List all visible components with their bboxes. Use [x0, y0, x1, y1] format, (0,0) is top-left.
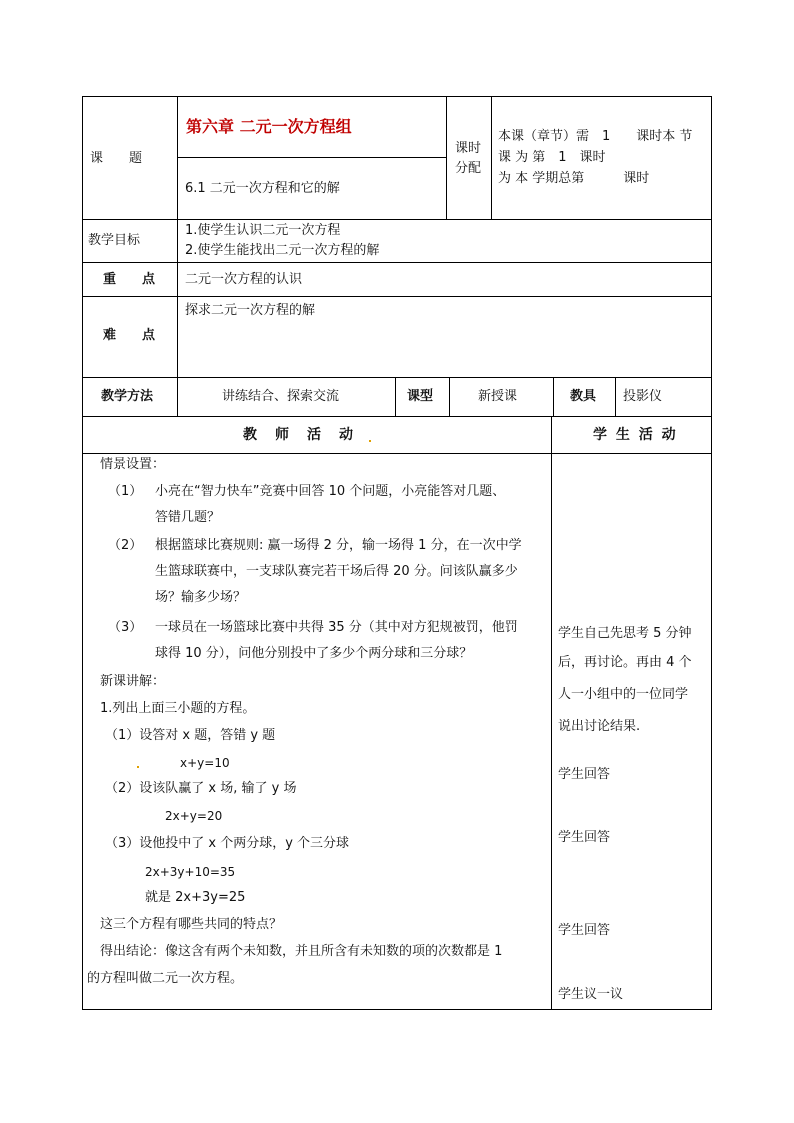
decorative-dot [137, 766, 139, 768]
question-text: 球得 10 分），问他分别投中了多少个两分球和三分球？ [155, 646, 473, 661]
conclusion-text: 的方程叫做二元一次方程。 [87, 971, 244, 986]
section-title: 6.1 二元一次方程和它的解 [185, 181, 340, 196]
activity-column-divider [551, 416, 552, 1010]
question-text: 答错几题？ [155, 510, 221, 525]
method-row-divider [395, 377, 396, 417]
question-text: 小亮在“智力快车”竞赛中回答 10 个问题，小亮能答对几题、 [155, 484, 506, 499]
key-point-label: 重 点 [103, 272, 156, 287]
assumption-text: （1）设答对 x 题，答错 y 题 [105, 728, 276, 743]
topic-label: 课 题 [90, 151, 143, 166]
method-row-divider [615, 377, 616, 417]
question-text: 根据篮球比赛规则: 赢一场得 2 分，输一场得 1 分，在一次中学 [155, 538, 522, 553]
student-activity-header: 学 生 活 动 [593, 427, 678, 443]
equation: x+y=10 [180, 756, 230, 770]
question-number: （2） [108, 538, 143, 553]
student-activity-text: 说出讨论结果. [558, 719, 641, 734]
student-activity-text: 学生回答 [558, 923, 611, 938]
student-activity-text: 学生回答 [558, 830, 611, 845]
method-row-divider [449, 377, 450, 417]
discussion-question: 这三个方程有哪些共同的特点？ [100, 917, 283, 932]
objectives-label: 教学目标 [88, 233, 141, 248]
table-border-right [711, 96, 712, 1010]
question-text: 一球员在一场篮球比赛中共得 35 分（其中对方犯规被罚，他罚 [155, 620, 518, 635]
teacher-activity-header: 教 师 活 动 [243, 427, 355, 443]
student-activity-text: 学生自己先思考 5 分钟 [558, 626, 692, 641]
table-border-bottom [82, 1009, 712, 1010]
period-label-2: 分配 [455, 161, 482, 176]
conclusion-text: 得出结论：像这含有两个未知数，并且所含有未知数的项的次数都是 1 [100, 944, 503, 959]
student-activity-text: 后，再讨论。再由 4 个 [558, 655, 692, 670]
student-activity-text: 学生回答 [558, 767, 611, 782]
question-number: （1） [108, 484, 143, 499]
title-divider [177, 157, 447, 158]
student-activity-text: 人一小组中的一位同学 [558, 687, 689, 702]
objective-item: 1.使学生认识二元一次方程 [185, 223, 341, 238]
question-text: 场？输多少场？ [155, 590, 247, 605]
teaching-tool-label: 教具 [570, 389, 597, 404]
equation: 就是 2x+3y=25 [145, 890, 246, 905]
question-number: （3） [108, 620, 143, 635]
chapter-title: 第六章 二元一次方程组 [186, 117, 352, 136]
lesson-step: 1.列出上面三小题的方程。 [100, 701, 256, 716]
student-activity-text: 学生议一议 [558, 987, 624, 1002]
period-info-line-1: 本课（章节）需 1 课时本 节 [498, 129, 693, 144]
period-info-line-3: 为 本 学期总第 课时 [498, 171, 650, 186]
method-value: 讲练结合、探索交流 [222, 389, 340, 404]
row-divider [82, 453, 712, 454]
period-column-divider [446, 96, 447, 220]
difficulty-text: 探求二元一次方程的解 [185, 303, 316, 318]
objective-item: 2.使学生能找出二元一次方程的解 [185, 243, 380, 258]
equation: 2x+3y+10=35 [145, 865, 236, 879]
period-label-1: 课时 [455, 141, 482, 156]
scenario-title: 情景设置： [100, 457, 166, 472]
assumption-text: （3）设他投中了 x 个两分球，y 个三分球 [105, 836, 350, 851]
period-info-line-2: 课 为 第 1 课时 [498, 150, 606, 165]
assumption-text: （2）设该队赢了 x 场, 输了 y 场 [105, 781, 297, 796]
lesson-type-value: 新授课 [478, 389, 518, 404]
method-label: 教学方法 [101, 389, 154, 404]
difficulty-label: 难 点 [103, 328, 156, 343]
teaching-tool-value: 投影仪 [623, 389, 663, 404]
equation: 2x+y=20 [165, 809, 223, 823]
lesson-type-label: 课型 [407, 389, 434, 404]
decorative-dot [369, 440, 371, 442]
label-column-divider [177, 96, 178, 417]
key-point-text: 二元一次方程的认识 [185, 272, 303, 287]
question-text: 生篮球联赛中，一支球队赛完若干场后得 20 分。问该队赢多少 [155, 564, 518, 579]
method-row-divider [553, 377, 554, 417]
table-border-left [82, 96, 83, 1010]
new-lesson-title: 新课讲解： [100, 674, 166, 689]
period-column-divider [491, 96, 492, 220]
